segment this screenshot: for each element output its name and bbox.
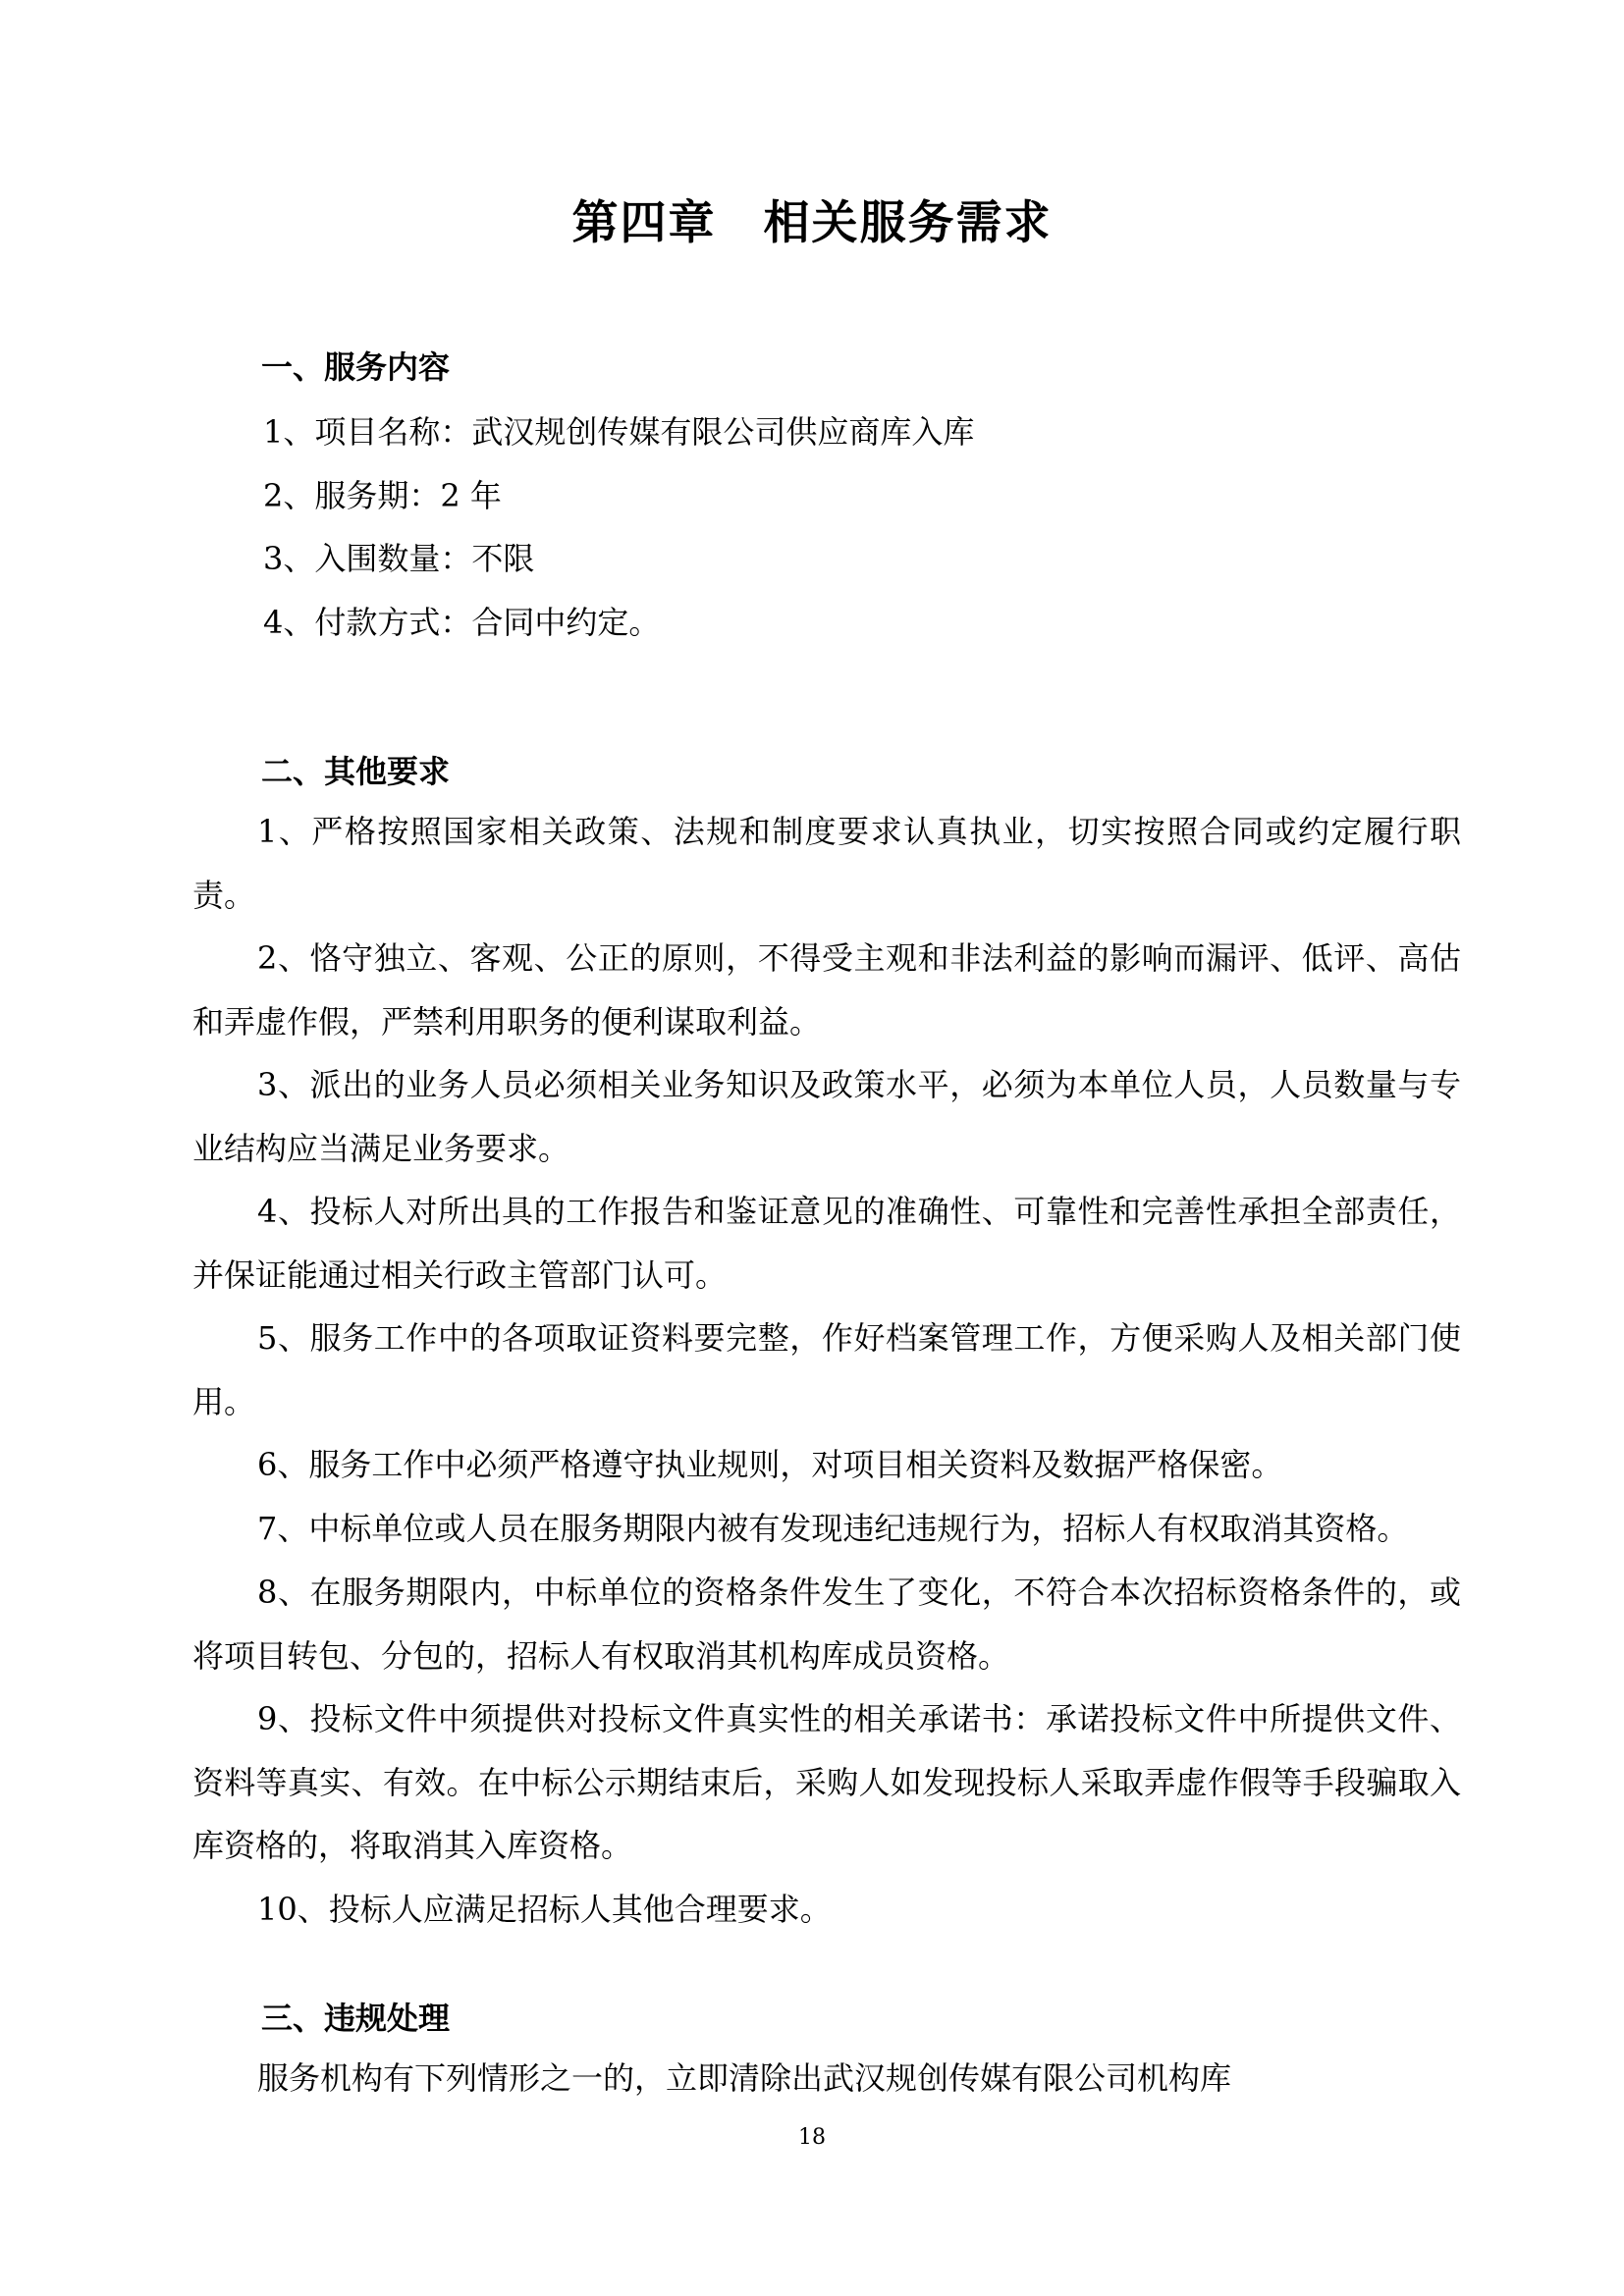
list-item: 1、项目名称：武汉规创传媒有限公司供应商库入库 (263, 413, 975, 451)
list-item: 4、付款方式：合同中约定。 (263, 604, 661, 641)
chapter-number: 第四章 (571, 196, 717, 250)
section-heading-service-content: 一、服务内容 (261, 348, 451, 386)
requirement-paragraph: 8、在服务期限内，中标单位的资格条件发生了变化，不符合本次招标资格条件的，或将项目转包、分包的，招标人有权取消其机构库成员资格。 (192, 1574, 1461, 1675)
requirement-paragraph: 7、中标单位或人员在服务期限内被有发现违纪违规行为，招标人有权取消其资格。 (257, 1510, 1409, 1547)
requirement-paragraph: 1、严格按照国家相关政策、法规和制度要求认真执业，切实按照合同或约定履行职责。 (192, 813, 1461, 914)
page-number: 18 (798, 2125, 826, 2150)
requirement-paragraph: 5、服务工作中的各项取证资料要完整，作好档案管理工作，方便采购人及相关部门使用。 (192, 1319, 1461, 1420)
requirement-paragraph: 6、服务工作中必须严格遵守执业规则，对项目相关资料及数据严格保密。 (257, 1446, 1283, 1483)
requirement-paragraph: 2、恪守独立、客观、公正的原则，不得受主观和非法利益的影响而漏评、低评、高估和弄虚作假，严禁利用职务的便利谋取利益。 (192, 939, 1461, 1041)
chapter-name: 相关服务需求 (763, 196, 1053, 250)
requirement-paragraph: 4、投标人对所出具的工作报告和鉴证意见的准确性、可靠性和完善性承担全部责任，并保证能通过相关行政主管部门认可。 (192, 1193, 1461, 1294)
requirement-paragraph: 9、投标文件中须提供对投标文件真实性的相关承诺书：承诺投标文件中所提供文件、资料等真实、有效。在中标公示期结束后，采购人如发现投标人采取弄虚作假等手段骗取入库资格的，将取消其入库资格。 (192, 1700, 1461, 1865)
list-item: 3、入围数量：不限 (263, 540, 535, 577)
requirement-paragraph: 3、派出的业务人员必须相关业务知识及政策水平，必须为本单位人员，人员数量与专业结构应当满足业务要求。 (192, 1066, 1461, 1167)
section-heading-violation-handling: 三、违规处理 (261, 2000, 451, 2037)
list-item: 2、服务期：2 年 (263, 477, 502, 514)
violation-paragraph: 服务机构有下列情形之一的，立即清除出武汉规创传媒有限公司机构库 (257, 2059, 1232, 2097)
chapter-title (0, 192, 1624, 255)
section-heading-other-requirements: 二、其他要求 (261, 753, 451, 790)
requirement-paragraph: 10、投标人应满足招标人其他合理要求。 (257, 1891, 832, 1928)
